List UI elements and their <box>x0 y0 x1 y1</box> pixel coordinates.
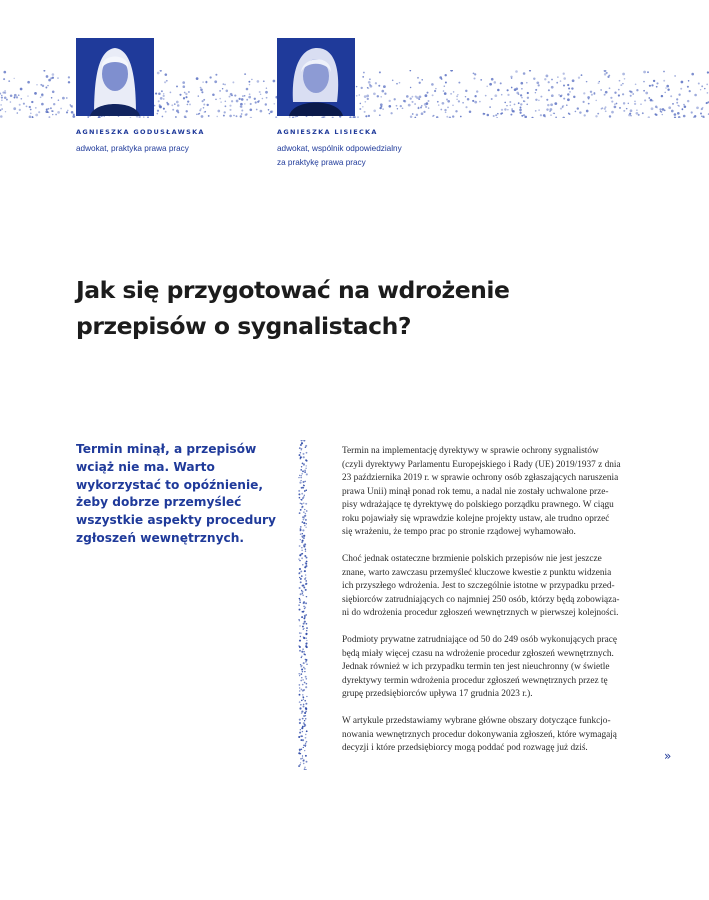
body-line: Choć jednak ostateczne brzmienie polskich przepisów nie jest jeszcze <box>342 554 602 564</box>
author-name: AGNIESZKA LISIECKA <box>277 128 378 136</box>
body-paragraph <box>342 715 662 756</box>
lead-line: Termin minął, a przepisów <box>76 442 257 456</box>
body-line: będą miały więcej czasu na wdrożenie procedur zgłoszeń wewnętrznych. <box>342 648 614 659</box>
lead-line: wciąż nie ma. Warto <box>76 459 215 474</box>
body-line: Termin na implementację dyrektywy w sprawie ochrony sygnalistów <box>342 446 599 456</box>
body-paragraph <box>342 445 662 540</box>
body-line: Jednak również w ich przypadku termin ten jest nieuchronny (w świetle <box>342 662 610 672</box>
body-line: ich przyszłego wdrożenia. Jest to szczególnie istotne w przypadku przed- <box>342 581 615 591</box>
body-line: W artykule przedstawiamy wybrane główne obszary dotyczące funkcjo- <box>342 716 611 726</box>
lead-paragraph <box>76 441 282 548</box>
article-headline <box>76 272 509 344</box>
author-photo-godusławska <box>76 38 154 116</box>
author-photo-lisiecka <box>277 38 355 116</box>
body-line: grupę przedsiębiorców upływa 17 grudnia 2023 r.). <box>342 689 533 699</box>
author-name: AGNIESZKA GODUSŁAWSKA <box>76 128 205 136</box>
headline-line: Jak się przygotować na wdrożenie <box>76 276 510 304</box>
author-role: adwokat, praktyka prawa pracy <box>76 144 189 153</box>
body-line: prawa Unii) minął ponad rok temu, a nadal nie zostały uchwalone prze- <box>342 486 609 497</box>
body-line: (czyli dyrektywy Parlamentu Europejskiego i Rady (UE) 2019/1937 z dnia <box>342 459 621 470</box>
body-line: znane, warto zawczasu przemyśleć kluczowe kwestie z punktu widzenia <box>342 567 612 578</box>
lead-line: zgłoszeń wewnętrznych. <box>76 530 245 545</box>
body-line: nowania wewnętrznych procedur dokonywania zgłoszeń, które wymagają <box>342 729 617 740</box>
body-line: dyrektywy termin wdrożenia procedur zgłoszeń wewnętrznych przez tę <box>342 675 608 686</box>
next-page-arrow[interactable]: » <box>664 749 672 763</box>
body-line: Podmioty prywatne zatrudniające od 50 do 249 osób wykonujących pracę <box>342 635 617 645</box>
body-line: roku pojawiały się wprawdzie kolejne projekty ustaw, ale trudno oprzeć <box>342 513 610 524</box>
author-block-1 <box>76 128 205 156</box>
lead-line: wykorzystać to opóźnienie, <box>76 477 264 492</box>
body-line: pisy wdrażające tę dyrektywę do polskiego porządku prawnego. W ciągu <box>342 500 614 510</box>
body-paragraph <box>342 553 662 621</box>
lead-line: żeby dobrze przemyśleć <box>76 495 242 510</box>
lead-line: wszystkie aspekty procedury <box>76 513 276 528</box>
article-body <box>342 445 662 769</box>
author-role: za praktykę prawa pracy <box>277 158 366 167</box>
body-line: ni do wdrożenia procedur zgłoszeń wewnętrznych w pierwszej kolejności. <box>342 608 619 618</box>
author-block-2 <box>277 128 402 170</box>
body-line: 23 października 2019 r. w sprawie ochrony osób zgłaszających naruszenia <box>342 473 619 483</box>
headline-line: przepisów o sygnalistach? <box>76 312 411 340</box>
dotted-divider <box>296 440 310 770</box>
body-paragraph <box>342 634 662 702</box>
body-line: siębiorców zatrudniających co najmniej 250 osób, którzy będą zobowiąza- <box>342 594 620 605</box>
body-line: się wrażeniu, że tempo prac po stronie rządowej wyhamowało. <box>342 527 576 537</box>
body-line: decyzji i które przedsiębiorcy mogą poddać pod rozwagę już dziś. <box>342 743 588 753</box>
author-role: adwokat, wspólnik odpowiedzialny <box>277 144 402 153</box>
